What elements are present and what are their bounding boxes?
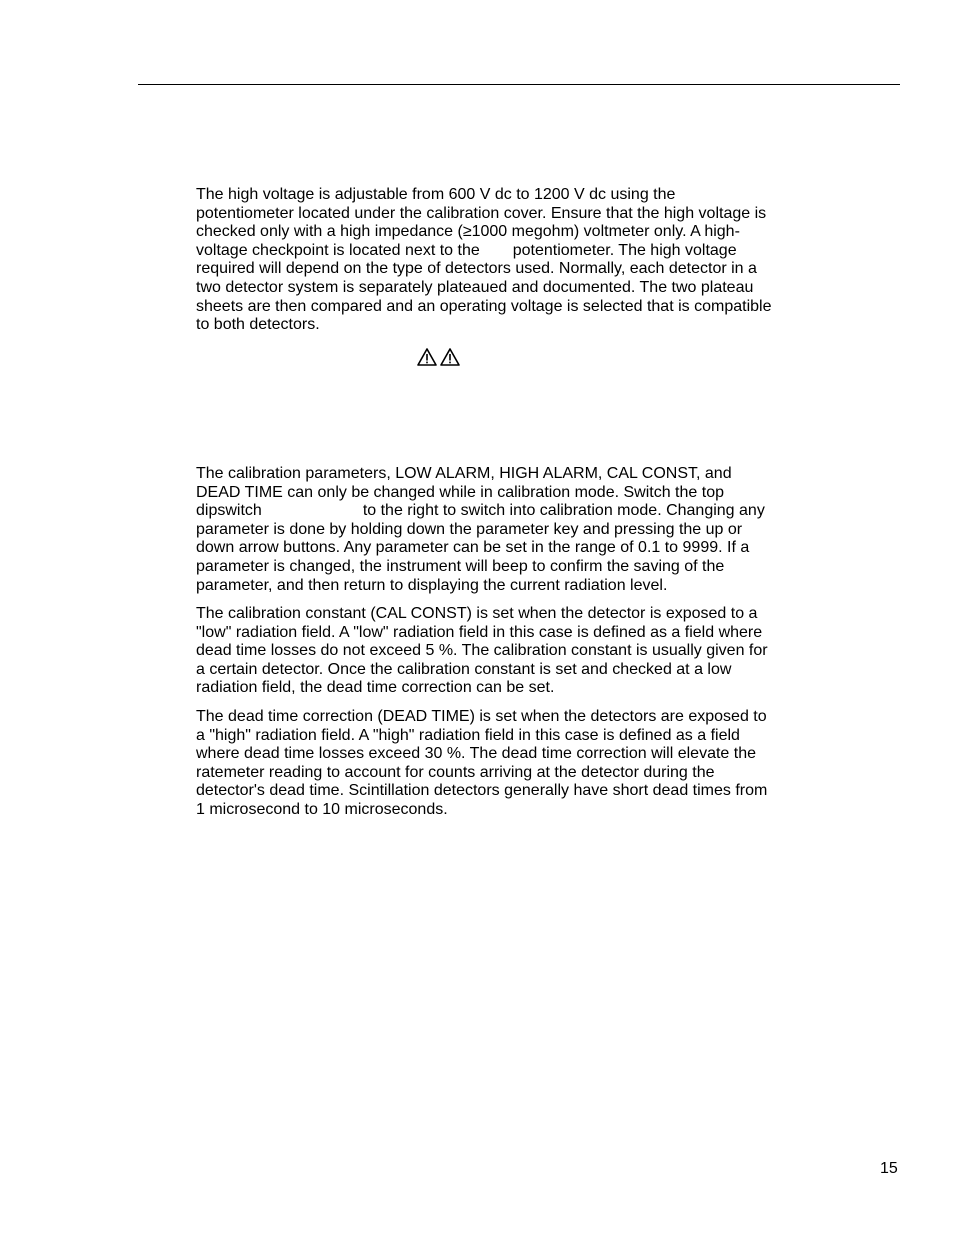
text-line: dead time losses do not exceed 5 %. The calibration constant is usually given for [196,642,768,660]
text-line: potentiometer located under the calibration cover. Ensure that the high voltage is [196,204,767,222]
text-line: detector's dead time. Scintillation detectors generally have short dead times from [196,782,768,800]
text-line: radiation field, the dead time correction can be set. [196,679,555,697]
text-line: sheets are then compared and an operating voltage is selected that is compatible [196,297,772,315]
calibration-paragraph [196,465,765,595]
text-line: down arrow buttons. Any parameter can be set in the range of 0.1 to 9999. If a [196,539,750,557]
text-line: to both detectors. [196,316,320,334]
text-line: parameter is done by holding down the parameter key and pressing the up or [196,520,743,538]
text-fragment: voltage checkpoint is located next to the [196,241,480,259]
text-line: parameter, and then return to displaying the current radiation level. [196,576,668,594]
warning-icons [417,347,461,367]
text-line: The high voltage is adjustable from 600 V dc to 1200 V dc using the [196,186,676,203]
text-fragment: to the right to switch into calibration mode. Changing any [362,502,765,520]
text-line: The calibration constant (CAL CONST) is set when the detector is exposed to a [196,605,758,622]
page-number: 15 [880,1160,898,1177]
text-line: 1 microsecond to 10 microseconds. [196,800,448,818]
text-line: two detector system is separately plateaued and documented. The two plateau [196,278,754,296]
text-fragment: potentiometer. The high voltage [512,241,737,259]
text-line: required will depend on the type of detectors used. Normally, each detector in a [196,260,757,278]
warning-triangle-icon [417,347,461,367]
high-voltage-paragraph [196,186,771,335]
text-line: The calibration parameters, LOW ALARM, HIGH ALARM, CAL CONST, and [196,465,732,482]
text-line: where dead time losses exceed 30 %. The dead time correction will elevate the [196,745,757,763]
text-line: DEAD TIME can only be changed while in calibration mode. Switch the top [196,483,724,501]
text-fragment: dipswitch [196,502,262,520]
text-line [196,242,771,261]
text-line [196,502,765,521]
cal-const-paragraph [196,605,768,698]
header-rule [138,84,900,85]
text-line: a "high" radiation field. A "high" radiation field in this case is defined as a field [196,726,740,744]
text-line: The dead time correction (DEAD TIME) is set when the detectors are exposed to [196,708,767,725]
text-line: parameter is changed, the instrument will beep to confirm the saving of the [196,557,725,575]
text-line: checked only with a high impedance (≥1000 megohm) voltmeter only. A high- [196,223,740,241]
dead-time-paragraph [196,708,767,820]
text-line: "low" radiation field. A "low" radiation field in this case is defined as a field where [196,623,763,641]
text-line: ratemeter reading to account for counts arriving at the detector during the [196,763,715,781]
text-line: a certain detector. Once the calibration constant is set and checked at a low [196,660,732,678]
